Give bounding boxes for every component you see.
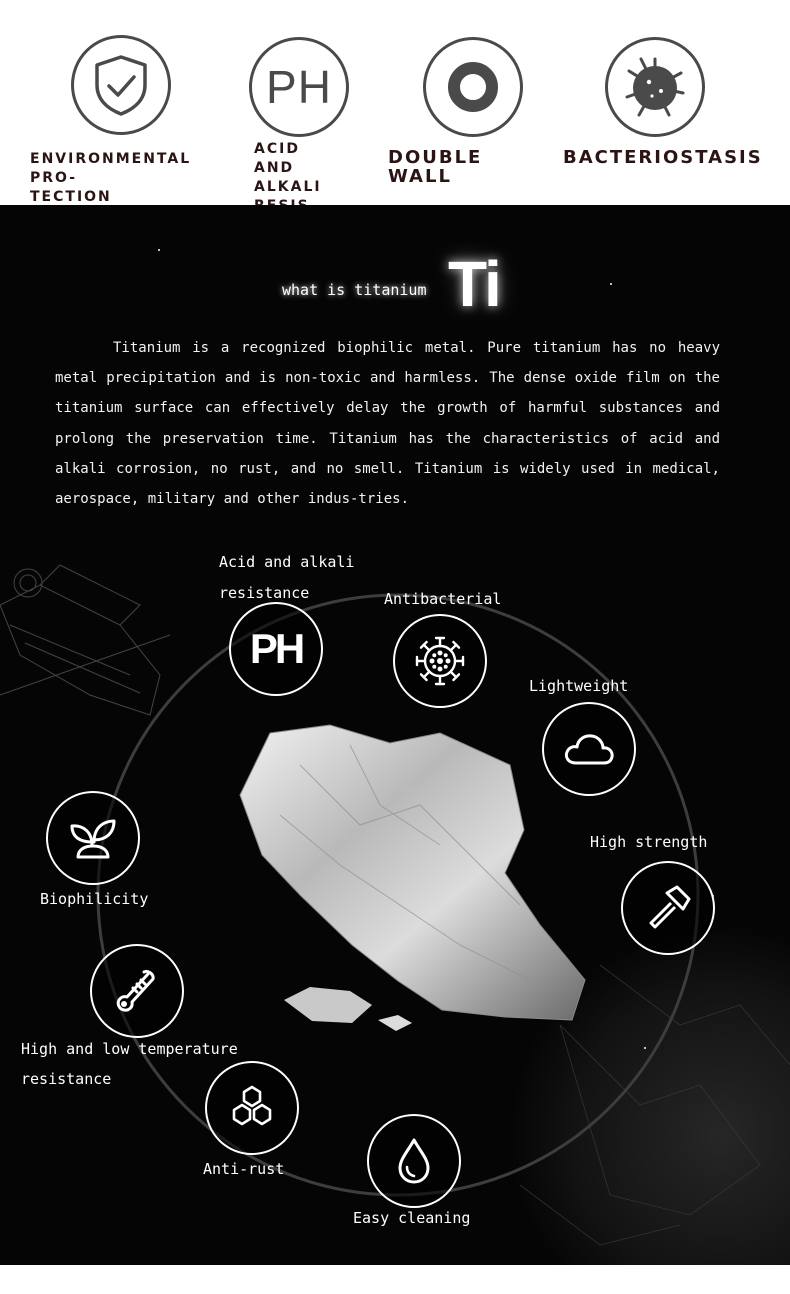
titanium-description: Titanium is a recognized biophilic metal. Pure titanium has no heavy metal precipitation and is non-toxic and harmless. The dense oxide film on the titanium surface can effectively delay the growth of harmful substances and prolong the preservation time. Titanium has the characteristics of acid and alkali corrosion, no rust, and no smell. Titanium is widely used in medical, aerospace, military and other indus-tries. [55,340,720,508]
top-feature-label: DOUBLE WALL [388,147,483,187]
shield-check-icon [71,35,171,135]
ph-icon [249,37,349,137]
feature-label-acid-alkali: Acid and alkali resistance [219,553,355,602]
ph-icon-text: PH [266,61,332,113]
ring-icon [423,37,523,137]
virus-icon [393,614,487,708]
ti-element-symbol: Ti [448,248,500,320]
top-feature-label: ACID AND ALKALI [254,141,322,195]
feature-label-biophilicity: Biophilicity [40,890,149,908]
top-feature-label: ENVIRONMENTAL PRO- TECTION [30,151,192,205]
feature-bar [0,0,790,205]
thermometer-icon [90,944,184,1038]
top-feature-label: BACTERIOSTASIS [563,147,763,168]
feature-label-lightweight: Lightweight [529,677,629,695]
ph-icon [229,602,323,696]
titanium-headline: what is titanium [282,281,427,299]
feature-label-easy-cleaning: Easy cleaning [353,1209,471,1227]
plant-icon [46,791,140,885]
sparkle [644,1047,646,1049]
ph-icon-text: PH [249,625,303,672]
bottom-margin [0,1265,790,1294]
droplet-icon [367,1114,461,1208]
bacteria-icon [605,37,705,137]
feature-label-temperature: High and low temperature resistance [21,1040,238,1088]
feature-label-antibacterial: Antibacterial [384,590,502,608]
feature-label-high-strength: High strength [590,833,708,851]
sparkle [610,283,612,285]
titanium-panel [0,205,790,1265]
hammer-icon [621,861,715,955]
sparkle [158,249,160,251]
cloud-icon [542,702,636,796]
feature-label-anti-rust: Anti-rust [203,1160,285,1178]
hexagons-icon [205,1061,299,1155]
